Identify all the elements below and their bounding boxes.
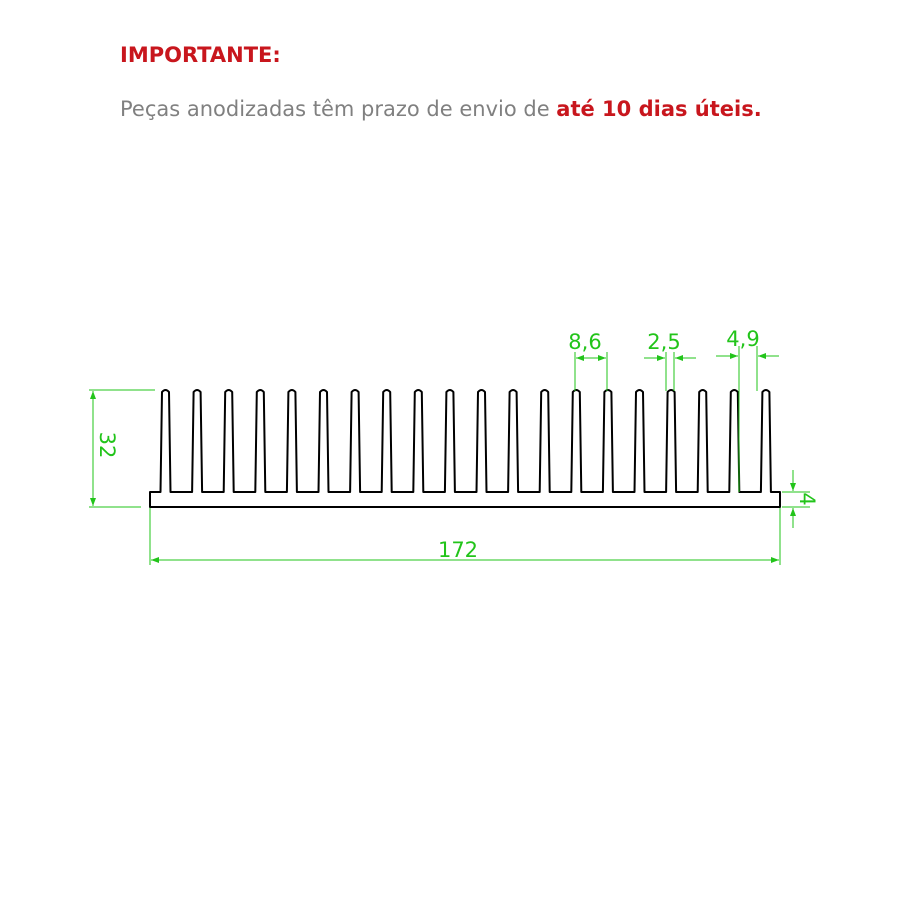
notice-text-prefix: Peças anodizadas têm prazo de envio de (120, 97, 557, 121)
notice-text-emphasis: até 10 dias úteis. (556, 97, 762, 121)
dimension-fin-tip-label: 2,5 (647, 330, 681, 354)
notice-heading: IMPORTANTE: (120, 43, 281, 67)
dimension-pitch-label: 8,6 (568, 330, 602, 354)
dimension-width-label: 172 (437, 538, 479, 562)
dimension-fin-tip (644, 352, 696, 391)
dimension-gap-label: 4,9 (726, 327, 760, 351)
dimension-base-thickness-label: 4 (795, 492, 819, 506)
dimension-height-label: 32 (95, 431, 119, 459)
dimension-pitch (575, 352, 607, 391)
heatsink-profile (150, 390, 780, 507)
